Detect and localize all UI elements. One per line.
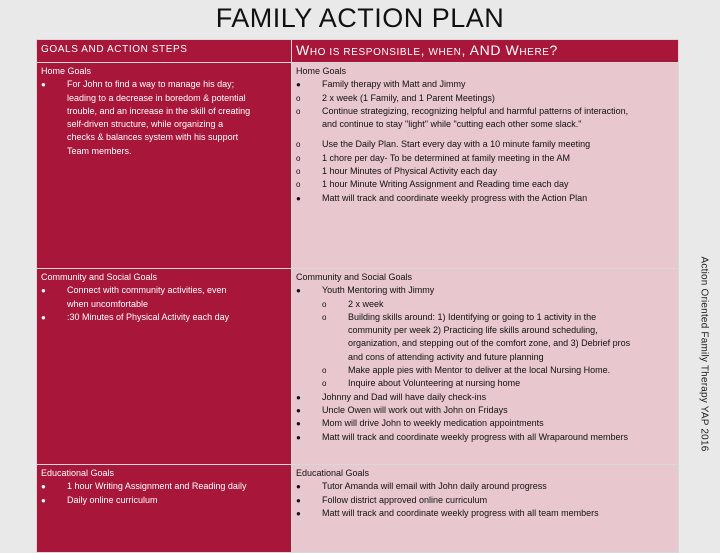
education-goals-cell: [37, 465, 292, 553]
list-item: ● 1 hour Writing Assignment and Reading daily: [41, 480, 285, 493]
sub-list-item-cont: and cons of attending activity and future planning: [348, 351, 544, 362]
bullet-icon: ●: [296, 286, 301, 296]
header-comma2: , AND: [461, 42, 506, 58]
list-item: ● Family therapy with Matt and Jimmy: [296, 78, 672, 91]
list-item: ● Tutor Amanda will email with John daily around progress: [296, 480, 672, 493]
education-goals-title: Educational Goals: [41, 468, 115, 478]
bullet-icon: ●: [296, 392, 301, 402]
bullet-icon: ●: [41, 286, 46, 296]
bullet-icon: ●: [296, 508, 301, 518]
list-item-cont: trouble, and an increase in the skill of creating: [67, 105, 251, 116]
sub-list-item-cont: organization, and stepping out of the comfort zone, and 3) Debrief pros: [348, 338, 631, 349]
circle-bullet-icon: o: [296, 140, 301, 150]
sub-list-item: o Inquire about Volunteering at nursing home: [296, 377, 672, 390]
list-item: ● Follow district approved online curriculum: [296, 494, 672, 507]
bullet-icon: ●: [41, 482, 46, 492]
bullet-icon: ●: [296, 193, 301, 203]
circle-bullet-icon: o: [322, 299, 327, 309]
circle-bullet-icon: o: [296, 167, 301, 177]
home-goals-cell: [37, 63, 292, 269]
list-item-cont: checks & balances system with his support: [67, 132, 239, 143]
list-item: o 1 hour Minute Writing Assignment and Reading time each day: [296, 178, 672, 191]
list-item: o Continue strategizing, recognizing helpful and harmful patterns of interaction,: [296, 105, 672, 118]
list-item: ● Mom will drive John to weekly medication appointments: [296, 417, 672, 430]
sub-list-item: o Make apple pies with Mentor to deliver at the local Nursing Home.: [296, 364, 672, 377]
list-item-cont: self-driven structure, while organizing a: [67, 119, 224, 130]
list-item: ● Connect with community activities, even: [41, 284, 285, 297]
circle-bullet-icon: o: [296, 106, 301, 116]
list-item: ● :30 Minutes of Physical Activity each day: [41, 311, 285, 324]
community-goals-title: Community and Social Goals: [41, 272, 158, 282]
list-item: o 1 hour Minutes of Physical Activity each day: [296, 165, 672, 178]
bullet-icon: ●: [296, 80, 301, 90]
header-question: ?: [549, 42, 558, 58]
list-item-cont: leading to a decrease in boredom & potential: [67, 92, 246, 103]
list-item: ● Matt will track and coordinate weekly progress with all Wraparound members: [296, 431, 672, 444]
home-responsible-title: Home Goals: [296, 66, 347, 76]
circle-bullet-icon: o: [296, 153, 301, 163]
header-comma: ,: [420, 42, 426, 58]
bullet-icon: ●: [41, 80, 46, 90]
list-item: ● Matt will track and coordinate weekly progress with all team members: [296, 507, 672, 520]
home-row: [37, 63, 679, 269]
community-row: [37, 269, 679, 465]
header-part1: HO IS RESPONSIBLE: [309, 47, 421, 58]
header-w2: W: [505, 42, 520, 58]
side-caption: [697, 246, 711, 462]
community-goals-cell: [37, 269, 292, 465]
circle-bullet-icon: o: [322, 366, 327, 376]
list-item: o 2 x week (1 Family, and 1 Parent Meetings): [296, 92, 672, 105]
bullet-icon: ●: [296, 432, 301, 442]
header-w1: W: [296, 42, 310, 58]
list-item: ● Matt will track and coordinate weekly progress with the Action Plan: [296, 192, 672, 205]
circle-bullet-icon: o: [296, 93, 301, 103]
page-title: FAMILY ACTION PLAN: [215, 3, 505, 33]
community-responsible-title: Community and Social Goals: [296, 272, 413, 282]
bullet-icon: ●: [296, 495, 301, 505]
circle-bullet-icon: o: [322, 379, 327, 389]
education-responsible-cell: [292, 465, 679, 553]
bullet-icon: ●: [296, 482, 301, 492]
list-item-cont: when uncomfortable: [67, 298, 149, 309]
header-responsible: [292, 40, 679, 63]
list-item: o Use the Daily Plan. Start every day with a 10 minute family meeting: [296, 138, 672, 151]
list-item: ● Johnny and Dad will have daily check-ins: [296, 391, 672, 404]
circle-bullet-icon: o: [296, 180, 301, 190]
list-item-cont: Team members.: [67, 145, 132, 156]
sub-list-item-cont: community per week 2) Practicing life skills around scheduling,: [348, 325, 598, 336]
action-plan-table: [36, 39, 679, 553]
community-responsible-cell: [292, 269, 679, 465]
header-part4: HERE: [519, 47, 550, 58]
bullet-icon: ●: [296, 405, 301, 415]
sub-list-item: o Building skills around: 1) Identifying or going to 1 activity in the: [296, 311, 672, 324]
bullet-icon: ●: [41, 312, 46, 322]
bullet-icon: ●: [296, 419, 301, 429]
bullet-icon: ●: [41, 495, 46, 505]
home-goals-title: Home Goals: [41, 66, 92, 76]
education-row: [37, 465, 679, 553]
header-goals: GOALS AND ACTION STEPS: [37, 40, 292, 63]
header-part2: WHEN: [425, 47, 462, 58]
list-item: ● For John to find a way to manage his day;: [41, 78, 285, 91]
list-item-cont: and continue to stay "light" while "cutting each other some slack.": [322, 119, 582, 130]
list-item: o 1 chore per day- To be determined at family meeting in the AM: [296, 152, 672, 165]
header-row: [37, 40, 679, 63]
list-item: ● Youth Mentoring with Jimmy: [296, 284, 672, 297]
home-responsible-cell: [292, 63, 679, 269]
circle-bullet-icon: o: [322, 312, 327, 322]
list-item: ● Uncle Owen will work out with John on Fridays: [296, 404, 672, 417]
sub-list-item: o 2 x week: [296, 298, 672, 311]
list-item: ● Daily online curriculum: [41, 494, 285, 507]
side-caption-text: Action Oriented Family Therapy YAP 2016: [698, 256, 710, 452]
education-responsible-title: Educational Goals: [296, 468, 370, 478]
